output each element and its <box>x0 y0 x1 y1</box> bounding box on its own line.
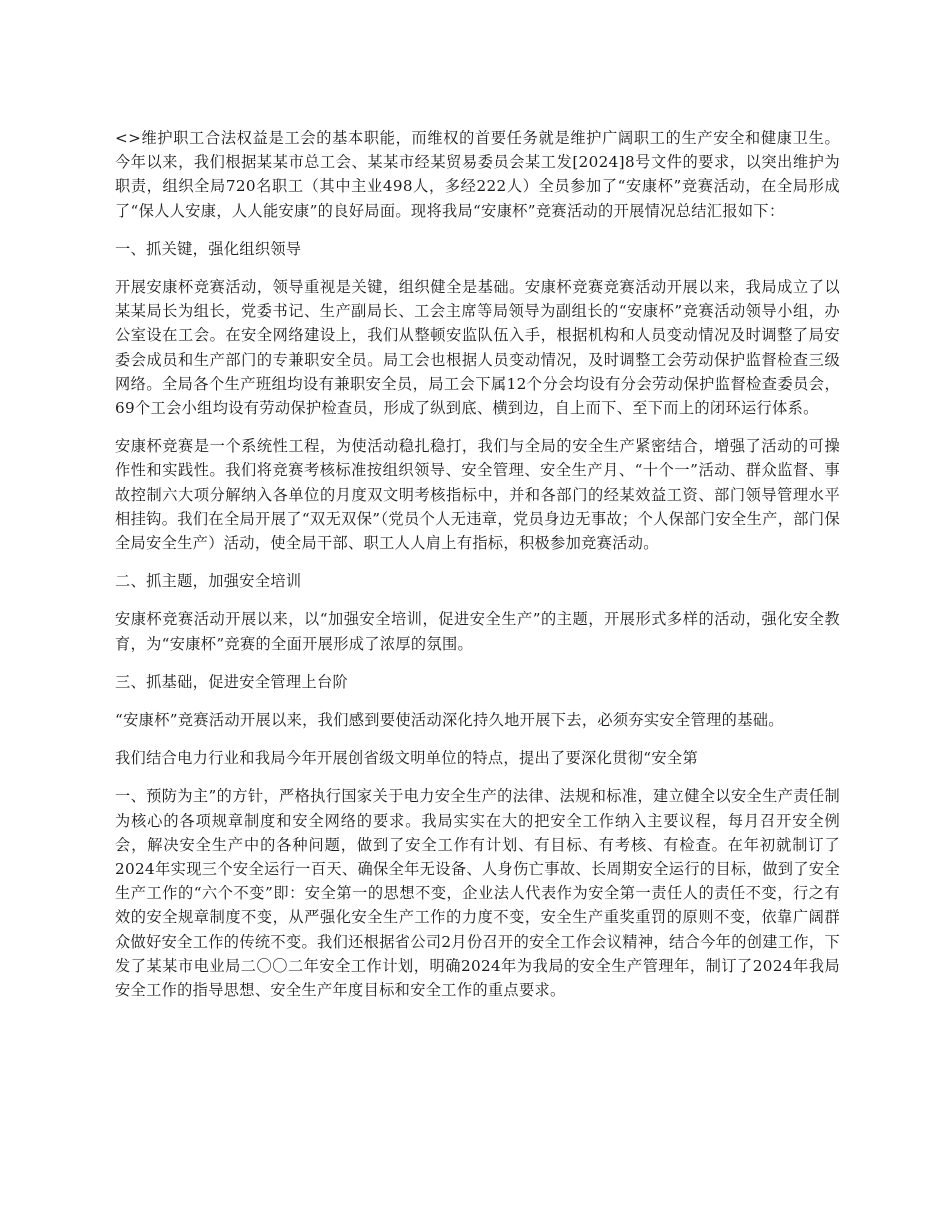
document-body <box>115 126 840 1016</box>
intro-paragraph: <>维护职工合法权益是工会的基本职能，而维权的首要任务就是维护广阔职工的生产安全和健康卫生。今年以来，我们根据某某市总工会、某某市经某贸易委员会某工发[2024]8号文件的要求，以突出维护为职责，组织全局720名职工（其中主业498人，多经222人）全员参加了“安康杯”竞赛活动，在全局形成了“保人人安康，人人能安康”的良好局面。现将我局“安康杯”竞赛活动的开展情况总结汇报如下： <box>115 129 840 220</box>
body-paragraph: 一、预防为主”的方针，严格执行国家关于电力安全生产的法律、法规和标准，建立健全以安全生产责任制为核心的各项规章制度和安全网络的要求。我局实实在大的把安全工作纳入主要议程，每月召开安全例会，解决安全生产中的各种问题，做到了安全工作有计划、有目标、有考核、有检查。在年初就制订了2024年实现三个安全运行一百天、确保全年无设备、人身伤亡事故、长周期安全运行的目标，做到了安全生产工作的“六个不变”即：安全第一的思想不变，企业法人代表作为安全第一责任人的责任不变，行之有效的安全规章制度不变，从严强化安全生产工作的力度不变，安全生产重奖重罚的原则不变，依靠广阔群众做好安全工作的传统不变。我们还根据省公司2月份召开的安全工作会议精神，结合今年的创建工作，下发了某某市电业局二〇〇二年安全工作计划，明确2024年为我局的安全生产管理年，制订了2024年我局安全工作的指导思想、安全生产年度目标和安全工作的重点要求。 <box>115 787 840 1000</box>
body-paragraph: 安康杯竞赛是一个系统性工程，为使活动稳扎稳打，我们与全局的安全生产紧密结合，增强了活动的可操作性和实践性。我们将竞赛考核标准按组织领导、安全管理、安全生产月、“十个一”活动、群众监督、事故控制六大项分解纳入各单位的月度双文明考核指标中，并和各部门的经某效益工资、部门领导管理水平相挂钩。我们在全局开展了“双无双保”（党员个人无违章，党员身边无事故；个人保部门安全生产，部门保全局安全生产）活动，使全局干部、职工人人肩上有指标，积极参加竞赛活动。 <box>115 437 840 553</box>
section-heading-2: 二、抓主题，加强安全培训 <box>115 572 302 591</box>
section-heading-3: 三、抓基础，促进安全管理上台阶 <box>115 672 349 691</box>
body-paragraph: 开展安康杯竞赛活动，领导重视是关键，组织健全是基础。安康杯竞赛竞赛活动开展以来，我局成立了以某某局长为组长，党委书记、生产副局长、工会主席等局领导为副组长的“安康杯”竞赛活动领导小组，办公室设在工会。在安全网络建设上，我们从整顿安监队伍入手，根据机构和人员变动情况及时调整了局安委会成员和生产部门的专兼职安全员。局工会也根据人员变动情况，及时调整工会劳动保护监督检查三级网络。全局各个生产班组均设有兼职安全员，局工会下属12个分会均设有分会劳动保护监督检查委员会，69个工会小组均设有劳动保护检查员，形成了纵到底、横到边，自上而下、至下而上的闭环运行体系。 <box>115 278 840 418</box>
body-paragraph: 我们结合电力行业和我局今年开展创省级文明单位的特点，提出了要深化贯彻“安全第 <box>115 749 699 768</box>
section-heading-1: 一、抓关键，强化组织领导 <box>115 239 302 258</box>
body-paragraph: “安康杯”竞赛活动开展以来，我们感到要使活动深化持久地开展下去，必须夯实安全管理的基础。 <box>115 711 784 730</box>
body-paragraph: 安康杯竞赛活动开展以来，以“加强安全培训，促进安全生产”的主题，开展形式多样的活动，强化安全教育，为“安康杯”竞赛的全面开展形成了浓厚的氛围。 <box>115 610 840 653</box>
